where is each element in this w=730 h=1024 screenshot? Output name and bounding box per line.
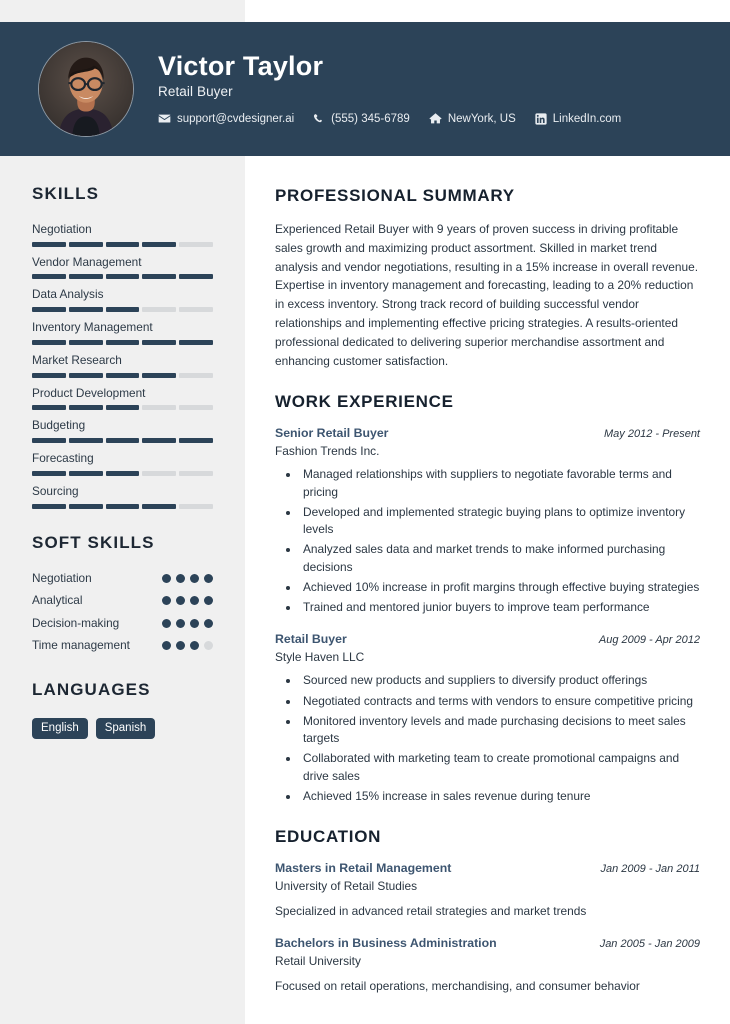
skill-bar-segment — [106, 471, 140, 476]
list-item: • Negotiated contracts and terms with vendors to ensure competitive pricing — [300, 693, 700, 710]
skill-bar-segment — [142, 307, 176, 312]
skill-bar-segment — [69, 373, 103, 378]
skill-row — [32, 222, 213, 247]
skill-bar-segment — [142, 504, 176, 509]
experience-date: Aug 2009 - Apr 2012 — [598, 634, 700, 647]
skill-label: Budgeting — [32, 418, 86, 433]
skill-bar-segment — [142, 373, 176, 378]
education-description: Focused on retail operations, merchandising, and consumer behavior — [275, 978, 640, 993]
skill-bar-segment — [32, 340, 66, 345]
contact-location[interactable] — [429, 112, 516, 125]
rating-dot — [162, 574, 171, 583]
skill-row — [32, 255, 213, 280]
rating-dot — [204, 596, 213, 605]
contact-email-label: support@cvdesigner.ai — [177, 112, 295, 125]
soft-skill-row — [32, 571, 213, 587]
skill-bar-segment — [69, 340, 103, 345]
list-item: • Achieved 10% increase in profit margins through effective buying strategies — [300, 579, 700, 596]
experience-title: Senior Retail Buyer — [275, 426, 389, 441]
skill-bar-segment — [32, 504, 66, 509]
skill-bar-segment — [106, 242, 140, 247]
skill-label: Forecasting — [32, 451, 94, 466]
skill-bar-segment — [179, 471, 213, 476]
soft-skills-section — [32, 533, 213, 654]
rating-dot — [190, 596, 199, 605]
skill-bar-segment — [32, 274, 66, 279]
skill-bar-segment — [106, 340, 140, 345]
envelope-icon — [158, 112, 171, 125]
skill-bar-segment — [69, 438, 103, 443]
contact-location-label: NewYork, US — [447, 112, 516, 125]
list-item: • Achieved 15% increase in sales revenue during tenure — [300, 788, 700, 805]
skill-bar-segment — [106, 438, 140, 443]
skill-level-bar — [32, 307, 213, 312]
skill-bar-segment — [106, 405, 140, 410]
resume-header — [0, 22, 730, 156]
skill-label: Negotiation — [32, 222, 92, 236]
rating-dot — [162, 641, 171, 650]
skill-label: Vendor Management — [32, 254, 142, 269]
experience-entry — [275, 632, 700, 805]
skill-bar-segment — [106, 274, 140, 279]
skill-bar-segment — [179, 373, 213, 378]
education-section — [275, 827, 700, 995]
profile-photo-icon — [39, 42, 133, 136]
skill-bar-segment — [179, 438, 213, 443]
list-item: • Sourced new products and suppliers to diversify product offerings — [300, 672, 700, 689]
languages-list — [32, 718, 213, 740]
skill-bar-segment — [32, 242, 66, 247]
experience-bullets — [275, 672, 700, 805]
soft-skills-heading: SOFT SKILLS — [32, 532, 155, 552]
experience-bullets — [275, 466, 700, 616]
experience-title: Retail Buyer — [275, 632, 347, 647]
contact-linkedin[interactable] — [535, 113, 621, 125]
skill-bar-segment — [69, 405, 103, 410]
language-tag: English — [32, 718, 88, 740]
skill-row — [32, 386, 213, 411]
rating-dot — [204, 619, 213, 628]
contact-row — [158, 112, 621, 125]
skill-bar-segment — [179, 274, 213, 279]
education-entry — [275, 936, 700, 995]
rating-dot — [162, 596, 171, 605]
education-degree: Bachelors in Business Administration — [275, 935, 497, 950]
skill-row — [32, 353, 213, 378]
list-item: • Monitored inventory levels and made purchasing decisions to meet sales targets — [300, 713, 700, 748]
contact-phone[interactable] — [313, 112, 410, 125]
experience-heading: WORK EXPERIENCE — [275, 392, 454, 412]
list-item: • Collaborated with marketing team to create promotional campaigns and drive sales — [300, 750, 700, 785]
contact-phone-label: (555) 345-6789 — [331, 112, 410, 125]
education-entry — [275, 861, 700, 920]
experience-date: May 2012 - Present — [604, 428, 700, 441]
professional-summary-section — [275, 186, 700, 370]
skill-bar-segment — [142, 471, 176, 476]
list-item: • Developed and implemented strategic buying plans to optimize inventory levels — [300, 504, 700, 539]
skill-bar-segment — [142, 438, 176, 443]
skill-bar-segment — [142, 242, 176, 247]
education-degree: Masters in Retail Management — [275, 861, 452, 876]
skill-label: Market Research — [32, 352, 122, 367]
rating-dot — [176, 596, 185, 605]
skill-bar-segment — [179, 307, 213, 312]
skill-bar-segment — [142, 274, 176, 279]
education-school: Retail University — [275, 953, 361, 968]
experience-list — [275, 426, 700, 805]
skill-level-bar — [32, 438, 213, 443]
skills-list — [32, 222, 213, 509]
skill-bar-segment — [106, 504, 140, 509]
skill-bar-segment — [142, 405, 176, 410]
contact-email[interactable] — [158, 112, 294, 125]
skill-bar-segment — [106, 307, 140, 312]
linkedin-icon — [535, 113, 547, 125]
education-date: Jan 2009 - Jan 2011 — [600, 863, 700, 876]
summary-heading: PROFESSIONAL SUMMARY — [275, 186, 515, 205]
skill-row — [32, 418, 213, 443]
soft-skill-label: Time management — [32, 638, 130, 653]
skill-label: Product Development — [32, 385, 146, 400]
skill-level-bar — [32, 373, 213, 378]
skill-level-bar — [32, 340, 213, 345]
languages-heading: LANGUAGES — [32, 679, 151, 699]
skill-label: Data Analysis — [32, 287, 104, 302]
work-experience-section — [275, 392, 700, 805]
summary-text: Experienced Retail Buyer with 9 years of proven success in driving profitable sales growth and maximizing product assortment. Skilled in market trend analysis and vendor negotiations, resulting in a 15% increase in overall revenue. Expertise in inventory management and forecasting, leading to a 20% reduction in excess inventory. Strong track record of building successful vendor relationships and implementing effective pricing strategies. A results-oriented professional dedicated to delivering superior merchandise assortment and enhancing customer satisfaction. — [275, 222, 699, 368]
rating-dot — [190, 574, 199, 583]
header-text-block — [158, 51, 621, 127]
list-item: • Managed relationships with suppliers to negotiate favorable terms and pricing — [300, 466, 700, 501]
skill-level-bar — [32, 405, 213, 410]
skills-heading: SKILLS — [32, 184, 100, 203]
skill-bar-segment — [179, 242, 213, 247]
rating-dot — [204, 574, 213, 583]
rating-dot — [204, 641, 213, 650]
skill-row — [32, 451, 213, 476]
skill-bar-segment — [179, 340, 213, 345]
home-icon — [429, 112, 442, 125]
skill-bar-segment — [69, 274, 103, 279]
skill-row — [32, 320, 213, 345]
skill-label: Inventory Management — [32, 320, 153, 335]
skill-bar-segment — [69, 471, 103, 476]
rating-dot — [190, 619, 199, 628]
skill-row — [32, 484, 213, 509]
soft-skill-label: Decision-making — [32, 615, 120, 630]
education-entry-header — [275, 936, 700, 952]
avatar — [38, 41, 134, 137]
experience-entry-header — [275, 426, 700, 442]
skill-label: Sourcing — [32, 483, 79, 498]
education-school: University of Retail Studies — [275, 879, 418, 894]
education-date: Jan 2005 - Jan 2009 — [599, 937, 700, 950]
skill-bar-segment — [32, 307, 66, 312]
skill-bar-segment — [32, 405, 66, 410]
job-title: Retail Buyer — [158, 84, 233, 100]
skill-bar-segment — [106, 373, 140, 378]
language-tag: Spanish — [96, 718, 156, 740]
rating-dot — [176, 619, 185, 628]
skill-level-bar — [32, 471, 213, 476]
skill-bar-segment — [32, 438, 66, 443]
contact-linkedin-label: LinkedIn.com — [552, 112, 622, 125]
education-entry-header — [275, 861, 700, 877]
skill-bar-segment — [32, 373, 66, 378]
skill-level-bar — [32, 504, 213, 509]
soft-skill-row — [32, 593, 213, 609]
experience-entry-header — [275, 632, 700, 648]
rating-dot — [176, 641, 185, 650]
skill-bar-segment — [69, 307, 103, 312]
languages-section — [32, 680, 213, 740]
soft-skill-label: Analytical — [32, 593, 83, 608]
soft-skill-row — [32, 638, 213, 654]
skill-level-bar — [32, 274, 213, 279]
skill-bar-segment — [179, 405, 213, 410]
list-item: • Analyzed sales data and market trends to make informed purchasing decisions — [300, 541, 700, 576]
education-description: Specialized in advanced retail strategies and market trends — [275, 904, 587, 919]
soft-skill-rating — [162, 616, 213, 628]
soft-skill-rating — [162, 571, 213, 583]
soft-skill-label: Negotiation — [32, 570, 92, 585]
soft-skill-rating — [162, 593, 213, 605]
main-column — [245, 156, 730, 1010]
soft-skills-list — [32, 571, 213, 654]
skill-bar-segment — [69, 242, 103, 247]
rating-dot — [176, 574, 185, 583]
education-heading: EDUCATION — [275, 827, 382, 847]
skill-row — [32, 287, 213, 312]
skill-bar-segment — [69, 504, 103, 509]
soft-skill-row — [32, 616, 213, 632]
rating-dot — [190, 641, 199, 650]
page-title: Victor Taylor — [158, 50, 324, 81]
skill-bar-segment — [179, 504, 213, 509]
list-item: • Trained and mentored junior buyers to improve team performance — [300, 599, 700, 616]
phone-icon — [313, 112, 325, 125]
education-list — [275, 861, 700, 995]
sidebar — [0, 156, 245, 739]
skill-bar-segment — [142, 340, 176, 345]
soft-skill-rating — [162, 638, 213, 650]
experience-entry — [275, 426, 700, 616]
skill-bar-segment — [32, 471, 66, 476]
experience-company: Fashion Trends Inc. — [275, 444, 380, 459]
skill-level-bar — [32, 242, 213, 247]
rating-dot — [162, 619, 171, 628]
experience-company: Style Haven LLC — [275, 650, 365, 665]
